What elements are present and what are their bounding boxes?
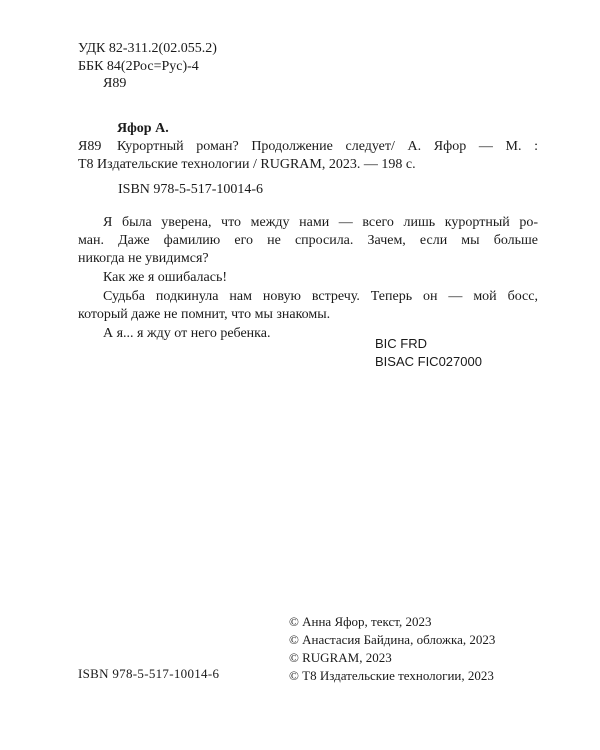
bib-title: Курортный роман? Продолжение следует/ А. Яфор — М. : (117, 139, 538, 154)
annotation-line: А я... я жду от него ребенка. (103, 326, 271, 341)
annotation-line: который даже не помнит, что мы знакомы. (78, 307, 331, 322)
bisac-code: BISAC FIC027000 (375, 354, 482, 369)
copyright-block (289, 613, 495, 685)
bibliographic-record (78, 120, 538, 174)
subject-codes (375, 335, 482, 371)
bic-code: BIC FRD (375, 336, 427, 351)
annotation (78, 213, 538, 343)
copyright-line: © Анна Яфор, текст, 2023 (289, 614, 432, 629)
isbn-bottom: ISBN 978-5-517-10014-6 (78, 666, 220, 681)
author-sign: Я89 (78, 139, 102, 154)
copyright-line: © Анастасия Байдина, обложка, 2023 (289, 632, 496, 647)
copyright-line: © Т8 Издательские технологии, 2023 (289, 668, 494, 683)
classification-block (78, 40, 217, 76)
annotation-line: Как же я ошибалась! (103, 270, 228, 285)
bib-line-1 (78, 138, 538, 156)
annotation-line: Судьба подкинула нам новую встречу. Теперь он — мой босс, (103, 289, 538, 304)
isbn-main: ISBN 978-5-517-10014-6 (118, 182, 264, 197)
author-heading: Яфор А. (117, 121, 169, 136)
annotation-line: Я была уверена, что между нами — всего лишь курортный ро- (103, 215, 538, 230)
copyright-line: © RUGRAM, 2023 (289, 650, 392, 665)
author-sign-top: Я89 (103, 76, 127, 91)
annotation-line: ман. Даже фамилию его не спросила. Зачем, если мы больше (78, 233, 538, 248)
udk-code: УДК 82-311.2(02.055.2) (78, 41, 217, 56)
annotation-line: никогда не увидимся? (78, 251, 209, 266)
bbk-code: ББК 84(2Рос=Рус)-4 (78, 59, 199, 74)
bib-line-2: Т8 Издательские технологии / RUGRAM, 2023. — 198 с. (78, 157, 416, 172)
